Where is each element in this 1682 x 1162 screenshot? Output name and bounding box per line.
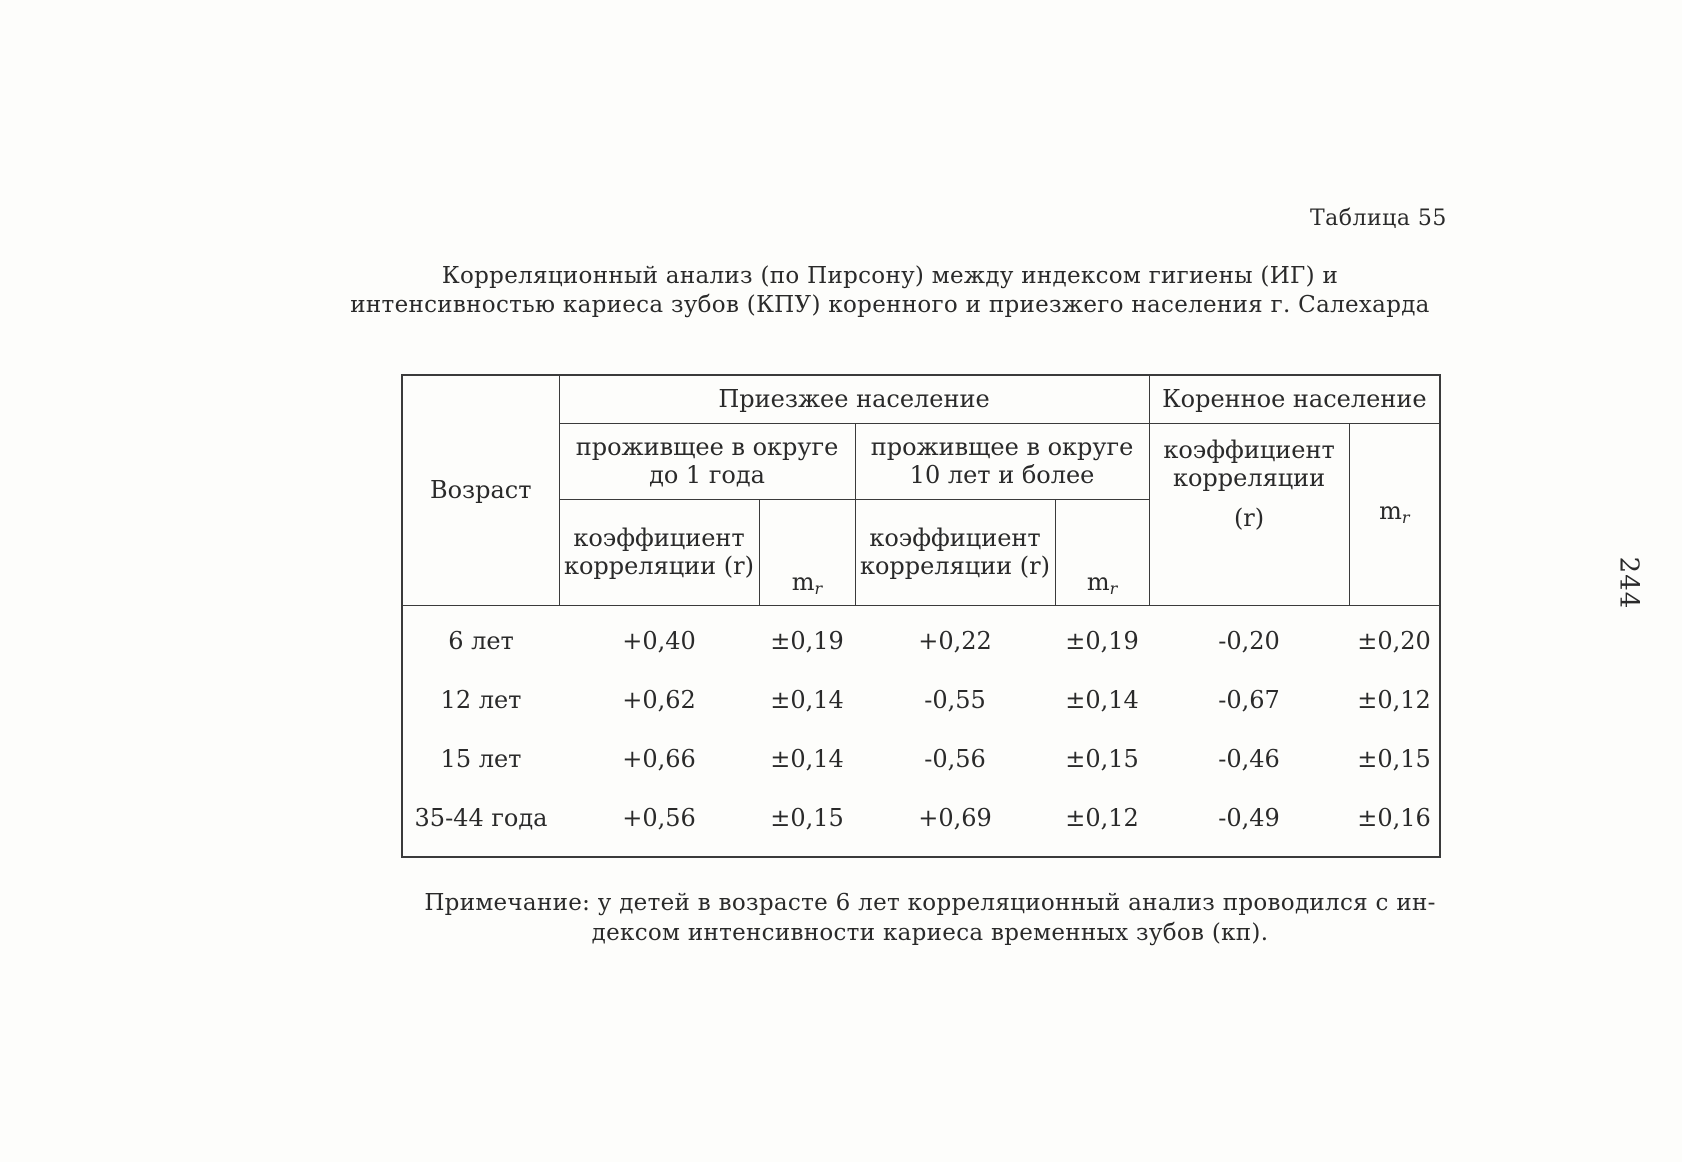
page-number: 244 (1613, 556, 1644, 610)
r-native-cell: -0,20 (1218, 627, 1280, 655)
native-coefficient-label: коэффициент корреляции (1163, 435, 1335, 492)
mr-native-cell: ±0,16 (1357, 804, 1431, 832)
r-native-cell: -0,67 (1218, 686, 1280, 714)
mr-under-1-year-cell: ±0,14 (770, 686, 844, 714)
r-10-years-cell: +0,22 (918, 627, 992, 655)
mr-native-cell: ±0,20 (1357, 627, 1431, 655)
r-10-years-cell: +0,69 (918, 804, 992, 832)
mr-symbol: m (1379, 496, 1402, 525)
age-cell: 15 лет (440, 745, 522, 773)
mr-native-cell: ±0,15 (1357, 745, 1431, 773)
mr-native-cell: ±0,12 (1357, 686, 1431, 714)
r-10-years-cell: -0,56 (924, 745, 986, 773)
r-native-cell: -0,46 (1218, 745, 1280, 773)
table-row (403, 671, 1439, 730)
mr-under-1-year-cell: ±0,15 (770, 804, 844, 832)
r-native-cell: -0,49 (1218, 804, 1280, 832)
lived-under-1-year-header: проживщее в округе до 1 года (559, 423, 855, 499)
r-under-1-year-cell: +0,40 (622, 627, 696, 655)
age-column-header: Возраст (403, 376, 559, 605)
r-under-1-year-cell: +0,66 (622, 745, 696, 773)
native-group-header: Коренное население (1149, 376, 1439, 423)
r-10-years-cell: -0,55 (924, 686, 986, 714)
mr-10-years-cell: ±0,15 (1065, 745, 1139, 773)
correlation-table (403, 376, 1439, 848)
mr-10-years-cell: ±0,12 (1065, 804, 1139, 832)
mr-subscript: r (1109, 578, 1118, 598)
table-row (403, 730, 1439, 789)
caption-line-1: Корреляционный анализ (по Пирсону) между индексом гигиены (ИГ) и (441, 263, 1339, 289)
correlation-table-frame (401, 374, 1441, 858)
table-header (403, 376, 1439, 605)
lived-10-years-header: проживщее в округе 10 лет и более (855, 423, 1149, 499)
table-body (403, 605, 1439, 848)
table-row (403, 605, 1439, 671)
native-mr-header (1349, 423, 1439, 605)
newcomers-long-coefficient-header: коэффициент корреляции (r) (855, 499, 1055, 605)
newcomers-long-mr-header (1055, 499, 1149, 605)
age-cell: 35-44 года (414, 804, 548, 832)
table-row (403, 789, 1439, 848)
note-line-1: Примечание: у детей в возрасте 6 лет корреляционный анализ проводился с ин- (424, 890, 1436, 916)
native-coefficient-r: (r) (1233, 503, 1265, 532)
mr-subscript: r (814, 578, 823, 598)
newcomers-short-mr-header (759, 499, 855, 605)
mr-10-years-cell: ±0,19 (1065, 627, 1139, 655)
mr-symbol: m (791, 567, 815, 596)
mr-symbol: m (1086, 567, 1110, 596)
mr-under-1-year-cell: ±0,14 (770, 745, 844, 773)
mr-10-years-cell: ±0,14 (1065, 686, 1139, 714)
newcomers-group-header: Приезжее население (559, 376, 1149, 423)
caption-line-2: интенсивностью кариеса зубов (КПУ) коренного и приезжего населения г. Салехарда (350, 292, 1430, 318)
age-cell: 6 лет (448, 627, 514, 655)
native-coefficient-header (1149, 423, 1349, 605)
mr-under-1-year-cell: ±0,19 (770, 627, 844, 655)
table-note (370, 888, 1490, 948)
mr-subscript: r (1401, 507, 1410, 527)
r-under-1-year-cell: +0,62 (622, 686, 696, 714)
table-number-label: Таблица 55 (1310, 206, 1447, 231)
r-under-1-year-cell: +0,56 (622, 804, 696, 832)
age-cell: 12 лет (440, 686, 522, 714)
table-caption (300, 262, 1480, 320)
newcomers-short-coefficient-header: коэффициент корреляции (r) (559, 499, 759, 605)
note-line-2: дексом интенсивности кариеса временных зубов (кп). (591, 920, 1269, 946)
